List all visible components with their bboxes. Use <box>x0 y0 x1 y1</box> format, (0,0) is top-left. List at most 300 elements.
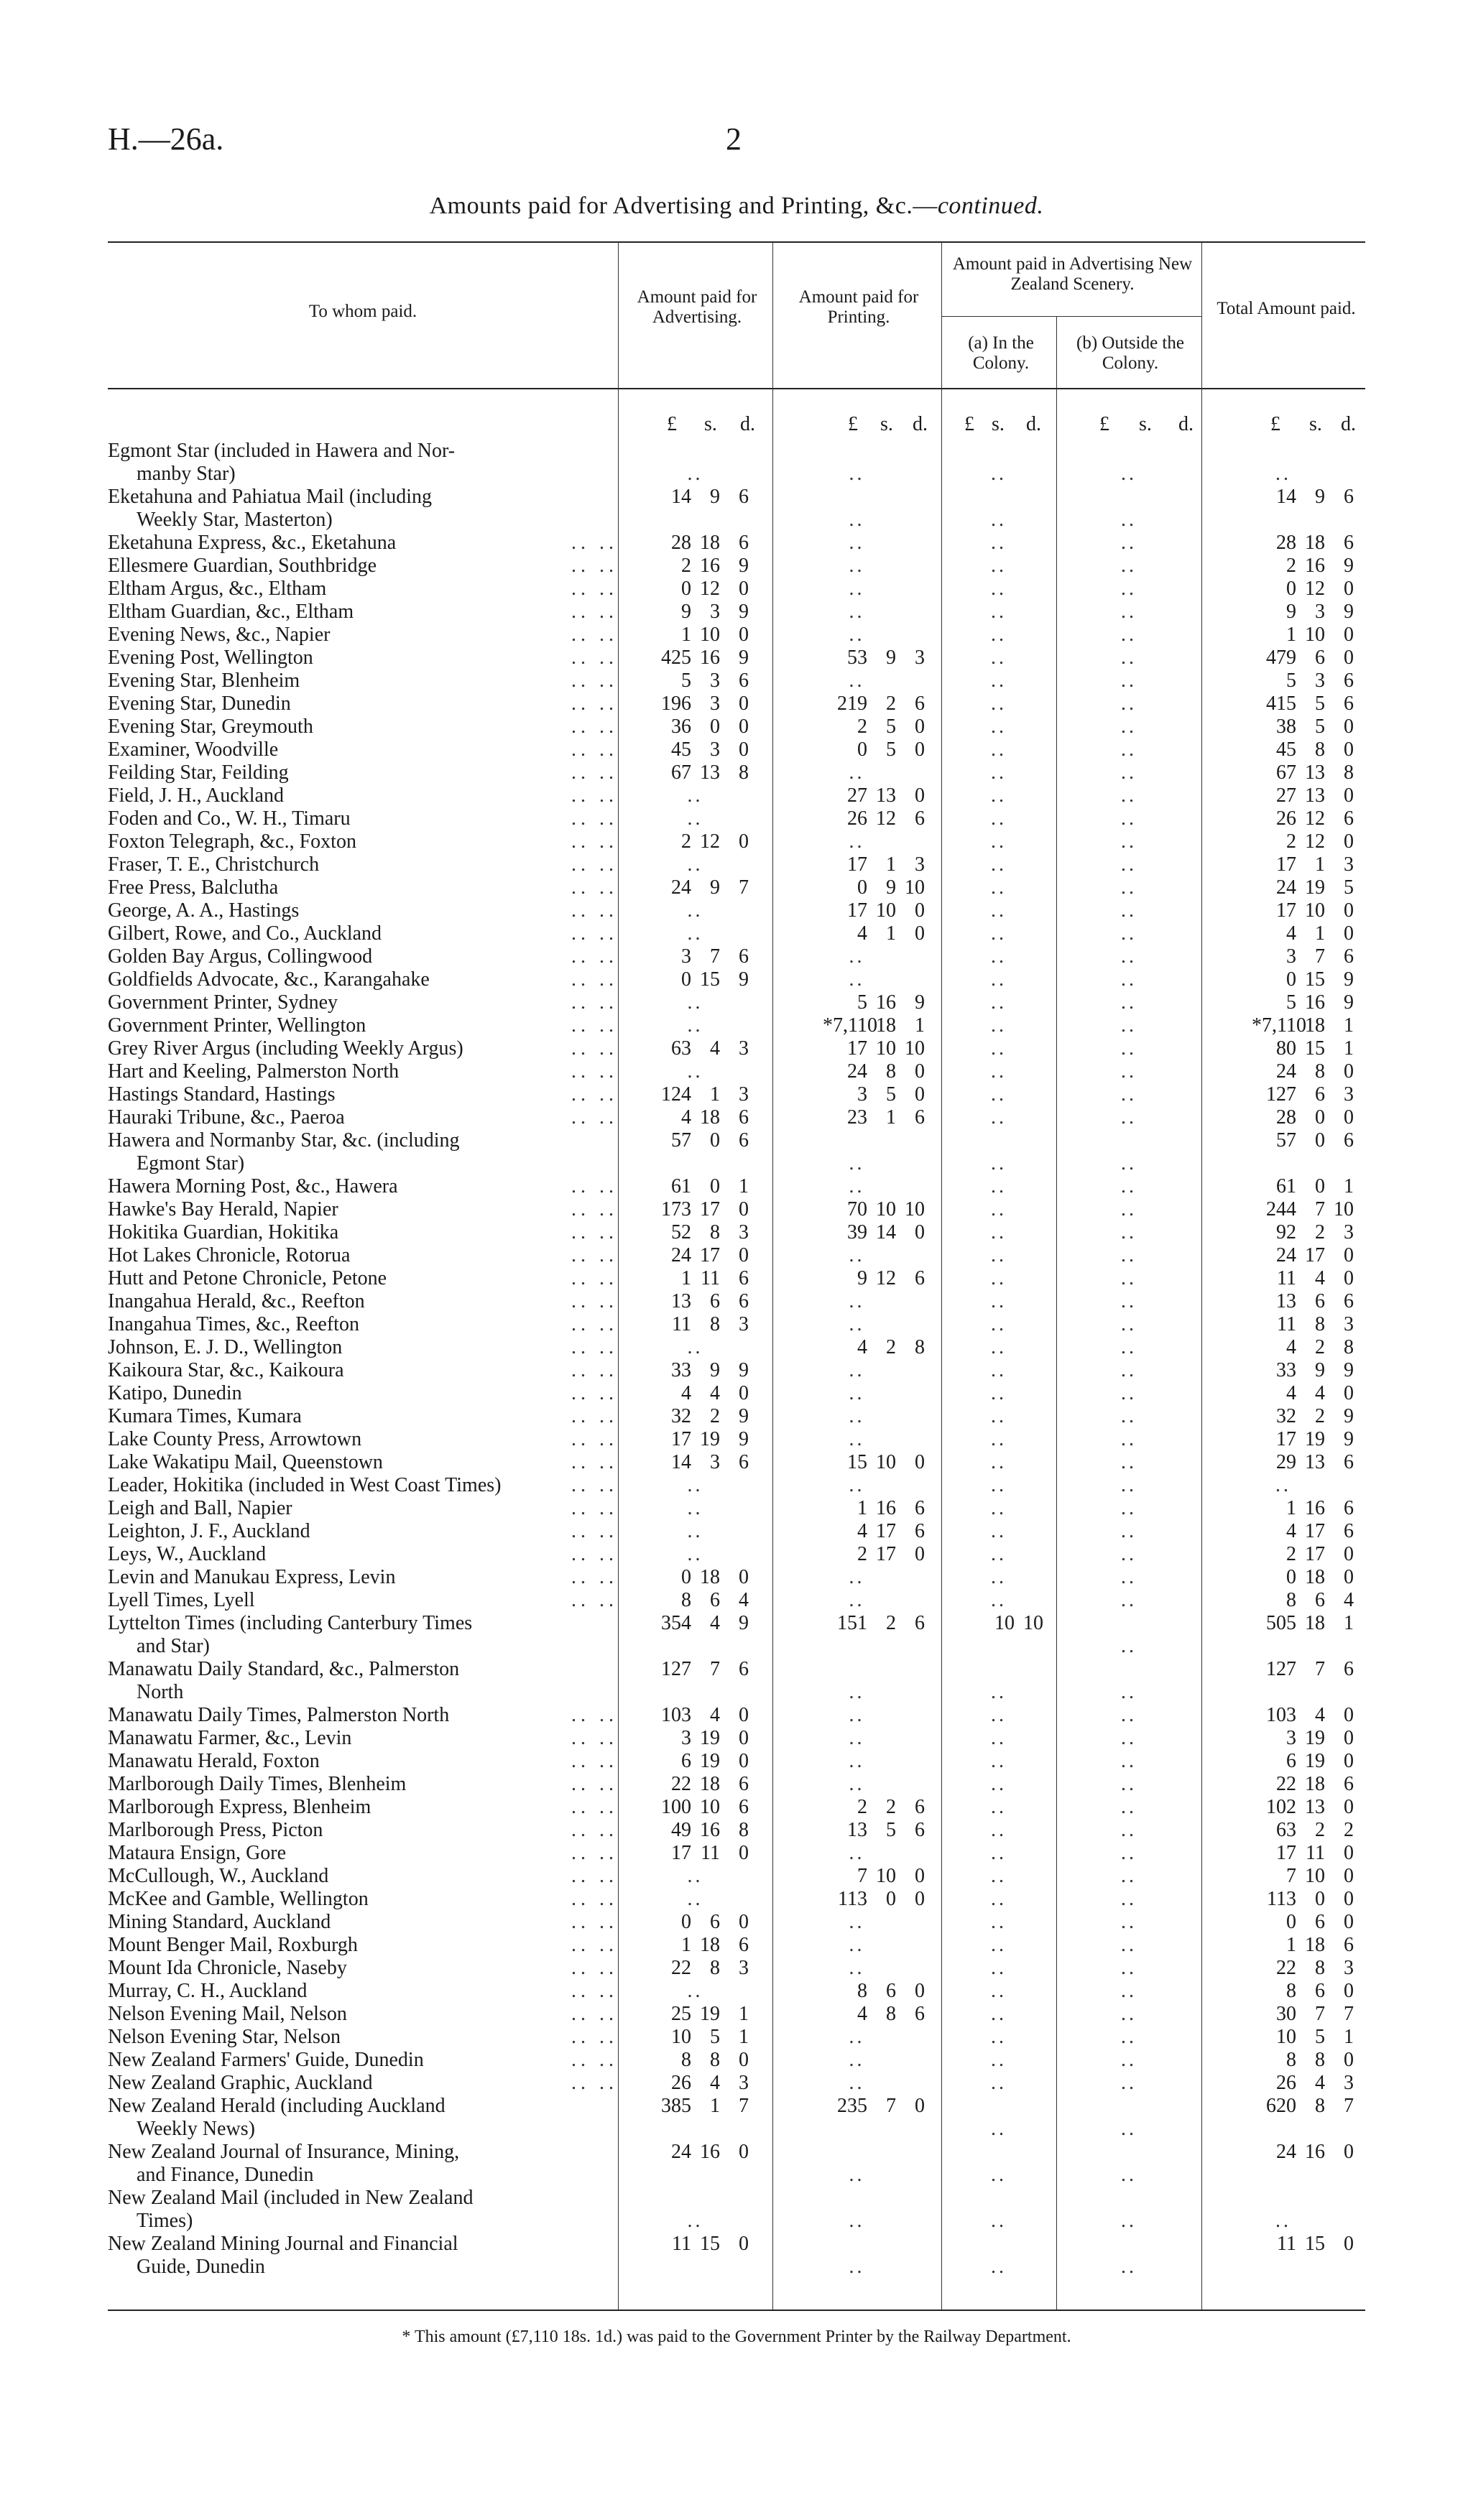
amount-adv <box>618 2233 772 2279</box>
amount-out <box>1056 1980 1201 2003</box>
payee-name <box>108 876 539 899</box>
amount-col <box>941 1566 1056 1589</box>
payee-name <box>108 440 539 486</box>
amount-col <box>941 1888 1056 1911</box>
amount-pounds: 24 <box>671 2141 691 2163</box>
empty-marker: .. <box>1121 1566 1137 1588</box>
empty-marker: .. <box>1121 578 1137 600</box>
amount-pounds: 244 <box>1266 1198 1296 1220</box>
empty-marker: .. <box>991 968 1007 991</box>
amount-pri <box>772 899 941 922</box>
empty-marker: .. <box>991 2118 1007 2140</box>
empty-marker: .. <box>1121 876 1137 899</box>
empty-marker: .. <box>991 1888 1007 1910</box>
empty-marker: .. <box>1121 784 1137 807</box>
amount-pounds: 1 <box>681 1934 691 1956</box>
amount-col <box>941 1934 1056 1957</box>
payee-name-line2: and Finance, Dunedin <box>137 2164 314 2186</box>
amount-tot <box>1201 738 1365 761</box>
amount-pounds: 3 <box>681 1727 691 1749</box>
table-row <box>108 1520 1365 1543</box>
amount-tot <box>1201 2141 1365 2187</box>
payee-name <box>108 830 539 853</box>
amount-out <box>1056 853 1201 876</box>
amount-shillings: 5 <box>1315 692 1325 715</box>
empty-marker: .. <box>849 2072 865 2094</box>
empty-marker: .. <box>991 945 1007 968</box>
amount-shillings: 7 <box>1315 945 1325 968</box>
amount-pence: 0 <box>739 624 749 646</box>
amount-out <box>1056 922 1201 945</box>
payee-name-line1: New Zealand Journal of Insurance, Mining, <box>108 2141 460 2163</box>
amount-out <box>1056 715 1201 738</box>
amount-shillings: 17 <box>1305 1244 1325 1266</box>
table-row <box>108 830 1365 853</box>
table-row <box>108 1957 1365 1980</box>
amount-tot <box>1201 715 1365 738</box>
amount-pounds: 103 <box>661 1704 691 1726</box>
amount-pri <box>772 1888 941 1911</box>
amount-adv <box>618 1083 772 1106</box>
amount-col <box>941 647 1056 670</box>
amount-pence: 0 <box>1344 715 1354 738</box>
payee-name-line1: Eketahuna and Pahiatua Mail (including <box>108 486 432 508</box>
amount-shillings: 5 <box>886 1819 896 1841</box>
amount-tot <box>1201 945 1365 968</box>
amount-shillings: 8 <box>1315 2049 1325 2071</box>
amount-pounds: 1 <box>1286 624 1296 646</box>
amount-shillings: 1 <box>710 1083 720 1106</box>
payee-name-line1: Evening News, &c., Napier <box>108 624 331 646</box>
leader-dots: .. .. <box>571 1796 618 1818</box>
amount-pounds: 67 <box>671 761 691 784</box>
amount-shillings: 0 <box>886 1888 896 1910</box>
payee-name <box>108 1658 539 1704</box>
amount-pri <box>772 601 941 624</box>
amount-out <box>1056 1865 1201 1888</box>
amount-shillings: 12 <box>1305 578 1325 600</box>
amount-pence: 0 <box>1344 1911 1354 1933</box>
amount-pounds: 1 <box>857 1497 867 1519</box>
leader-dots: .. .. <box>571 670 618 692</box>
table-row <box>108 1658 1365 1704</box>
table-row <box>108 738 1365 761</box>
amount-pri <box>772 1612 941 1658</box>
amount-pounds: 2 <box>1286 555 1296 577</box>
amount-shillings: 8 <box>710 1957 720 1979</box>
empty-marker: .. <box>1275 2210 1291 2232</box>
payee-name-line1: Nelson Evening Mail, Nelson <box>108 2003 347 2025</box>
empty-marker: .. <box>1121 2026 1137 2048</box>
amount-adv <box>618 1244 772 1267</box>
amount-shillings: 2 <box>886 1796 896 1818</box>
table-row <box>108 1727 1365 1750</box>
payee-name-line1: Leader, Hokitika (included in West Coast Times) <box>108 1474 502 1496</box>
amount-out <box>1056 1083 1201 1106</box>
amount-pence: 0 <box>739 1566 749 1588</box>
payee-name-line2: Times) <box>137 2210 193 2232</box>
amount-col <box>941 2072 1056 2095</box>
amount-out <box>1056 1589 1201 1612</box>
amount-pri <box>772 2095 941 2141</box>
table-row <box>108 1842 1365 1865</box>
amount-shillings: 2 <box>1315 1819 1325 1841</box>
amount-col <box>941 1451 1056 1474</box>
empty-marker: .. <box>1121 532 1137 554</box>
leader-dots <box>539 2095 618 2141</box>
amount-pence: 0 <box>1344 1566 1354 1588</box>
amount-shillings: 2 <box>886 692 896 715</box>
amount-pri <box>772 692 941 715</box>
amount-pence: 0 <box>1344 1543 1354 1565</box>
amount-col <box>941 1129 1056 1175</box>
empty-marker: .. <box>1121 738 1137 761</box>
amount-pence: 0 <box>1344 1106 1354 1129</box>
payee-name <box>108 853 539 876</box>
amount-pence: 6 <box>1344 670 1354 692</box>
leader-dots: .. .. <box>571 1543 618 1565</box>
empty-marker: .. <box>1121 1060 1137 1083</box>
payee-name-line1: Hawera and Normanby Star, &c. (including <box>108 1129 460 1152</box>
amount-out <box>1056 1175 1201 1198</box>
amount-pounds: 17 <box>1276 1842 1296 1864</box>
payee-name <box>108 601 539 624</box>
amount-out <box>1056 1244 1201 1267</box>
amount-pri <box>772 578 941 601</box>
amount-tot <box>1201 1727 1365 1750</box>
amount-shillings: 19 <box>1305 876 1325 899</box>
amount-tot <box>1201 1060 1365 1083</box>
amount-pounds: 0 <box>681 1911 691 1933</box>
amount-pence: 0 <box>915 2095 925 2117</box>
amount-pence: 5 <box>1344 876 1354 899</box>
amount-shillings: 12 <box>700 578 720 600</box>
amount-pounds: 10 <box>1276 2026 1296 2048</box>
empty-marker: .. <box>991 830 1007 853</box>
amount-tot <box>1201 2187 1365 2233</box>
amount-tot <box>1201 1267 1365 1290</box>
empty-marker: .. <box>1121 1290 1137 1312</box>
amount-pounds: 4 <box>681 1382 691 1404</box>
amount-pounds: 9 <box>681 601 691 623</box>
leader-dots: .. .. <box>571 2003 618 2025</box>
payee-name <box>108 2187 539 2233</box>
amount-pence: 0 <box>1344 899 1354 922</box>
amount-pounds: 4 <box>1286 1520 1296 1542</box>
empty-marker: .. <box>1121 1819 1137 1841</box>
empty-marker: .. <box>687 1520 703 1542</box>
table-row <box>108 670 1365 692</box>
table-row <box>108 1451 1365 1474</box>
amount-pounds: 4 <box>857 1520 867 1542</box>
amount-adv <box>618 761 772 784</box>
amount-shillings: 8 <box>1315 1957 1325 1979</box>
amount-pri <box>772 1704 941 1727</box>
amount-adv <box>618 2095 772 2141</box>
amount-tot <box>1201 1405 1365 1428</box>
payee-name <box>108 692 539 715</box>
amount-pri <box>772 830 941 853</box>
amount-out <box>1056 2233 1201 2279</box>
leader-dots <box>539 2187 618 2233</box>
amount-out <box>1056 1612 1201 1658</box>
amount-adv <box>618 555 772 578</box>
amount-out <box>1056 1382 1201 1405</box>
amount-out <box>1056 784 1201 807</box>
amount-tot <box>1201 899 1365 922</box>
amount-out <box>1056 2049 1201 2072</box>
page-header <box>108 121 1365 164</box>
amount-shillings: 9 <box>886 876 896 899</box>
amount-pence: 0 <box>1344 2049 1354 2071</box>
empty-marker: .. <box>991 1152 1007 1175</box>
amount-pence: 0 <box>739 578 749 600</box>
table-row <box>108 532 1365 555</box>
empty-marker: .. <box>687 1543 703 1565</box>
table-row <box>108 1911 1365 1934</box>
amount-shillings: 9 <box>710 876 720 899</box>
empty-marker: .. <box>991 1520 1007 1542</box>
empty-marker: .. <box>991 1566 1007 1588</box>
title-continued: continued. <box>937 193 1044 219</box>
amount-pence: 6 <box>1344 692 1354 715</box>
amount-pounds: 57 <box>1276 1129 1296 1152</box>
amount-pence: 0 <box>1344 1842 1354 1864</box>
payee-name-line1: Mining Standard, Auckland <box>108 1911 331 1933</box>
amount-shillings: 13 <box>1305 784 1325 807</box>
amount-pence: 3 <box>1344 1083 1354 1106</box>
payee-name-line1: Eltham Guardian, &c., Eltham <box>108 601 354 623</box>
leader-dots: .. .. <box>571 1819 618 1841</box>
payee-name-line1: New Zealand Mail (included in New Zealand <box>108 2187 474 2209</box>
amount-shillings: 0 <box>1315 1888 1325 1910</box>
empty-marker: .. <box>687 1497 703 1519</box>
leader-dots <box>539 2233 618 2279</box>
amount-adv <box>618 830 772 853</box>
amount-pri <box>772 1865 941 1888</box>
amount-tot <box>1201 1589 1365 1612</box>
amount-shillings: 0 <box>1315 1129 1325 1152</box>
payee-name-line1: Gilbert, Rowe, and Co., Auckland <box>108 922 382 945</box>
payee-name <box>108 1290 539 1313</box>
amount-tot <box>1201 647 1365 670</box>
amount-out <box>1056 1221 1201 1244</box>
amount-pence: 6 <box>1344 1520 1354 1542</box>
empty-marker: .. <box>849 1589 865 1611</box>
amount-col <box>941 1405 1056 1428</box>
amount-tot <box>1201 968 1365 991</box>
amount-pence: 0 <box>915 1543 925 1565</box>
amount-pence: 6 <box>739 1290 749 1312</box>
empty-marker: .. <box>991 1198 1007 1220</box>
empty-marker: .. <box>991 1221 1007 1243</box>
amount-adv <box>618 2026 772 2049</box>
empty-marker: .. <box>1121 1934 1137 1956</box>
payee-name <box>108 1405 539 1428</box>
amount-pounds: 25 <box>671 2003 691 2025</box>
amount-out <box>1056 1405 1201 1428</box>
payee-name-line1: Hokitika Guardian, Hokitika <box>108 1221 339 1243</box>
leader-dots: .. .. <box>571 647 618 669</box>
payee-name-line1: Levin and Manukau Express, Levin <box>108 1566 396 1588</box>
amount-shillings: 17 <box>700 1198 720 1220</box>
amount-adv <box>618 2049 772 2072</box>
leader-dots: .. .. <box>571 532 618 554</box>
amount-shillings: 7 <box>1315 1658 1325 1680</box>
amount-pounds: 219 <box>837 692 867 715</box>
empty-marker: .. <box>991 876 1007 899</box>
amount-shillings: 17 <box>700 1244 720 1266</box>
amount-pence: 10 <box>905 1037 925 1060</box>
leader-dots: .. .. <box>571 968 618 991</box>
amount-adv <box>618 1221 772 1244</box>
amount-adv <box>618 1520 772 1543</box>
amount-adv <box>618 1382 772 1405</box>
amount-pence: 0 <box>915 1865 925 1887</box>
empty-marker: .. <box>991 2164 1007 2186</box>
table-row <box>108 440 1365 486</box>
amount-pence: 3 <box>739 1957 749 1979</box>
amount-shillings: 17 <box>876 1543 896 1565</box>
amount-col <box>941 761 1056 784</box>
amount-pence: 8 <box>1344 761 1354 784</box>
amount-pence: 0 <box>915 1980 925 2002</box>
empty-marker: .. <box>991 853 1007 876</box>
table-row <box>108 578 1365 601</box>
payee-name <box>108 1796 539 1819</box>
leader-dots: .. .. <box>571 1405 618 1427</box>
amount-tot <box>1201 1497 1365 1520</box>
empty-marker: .. <box>1121 463 1137 485</box>
payee-name <box>108 1773 539 1796</box>
payee-name <box>108 1382 539 1405</box>
amount-pence: 9 <box>1344 1359 1354 1381</box>
amount-pounds: 24 <box>1276 876 1296 899</box>
payee-name-line1: Mount Benger Mail, Roxburgh <box>108 1934 358 1956</box>
amount-pounds: 0 <box>1286 1911 1296 1933</box>
amount-tot <box>1201 1658 1365 1704</box>
payee-name-line1: Feilding Star, Feilding <box>108 761 289 784</box>
amount-shillings: 2 <box>710 1405 720 1427</box>
amount-pounds: 127 <box>1266 1083 1296 1106</box>
amount-adv <box>618 1336 772 1359</box>
amount-adv <box>618 715 772 738</box>
payee-name-line1: Examiner, Woodville <box>108 738 279 761</box>
amount-pri <box>772 1106 941 1129</box>
table-row <box>108 1773 1365 1796</box>
amount-pounds: 28 <box>1276 532 1296 554</box>
amount-adv <box>618 899 772 922</box>
amount-col <box>941 2049 1056 2072</box>
amount-pence: 3 <box>739 1221 749 1243</box>
amount-pence: 0 <box>739 1704 749 1726</box>
amount-pounds: 36 <box>671 715 691 738</box>
amount-pounds: 0 <box>857 738 867 761</box>
payee-name-line1: McCullough, W., Auckland <box>108 1865 329 1887</box>
amount-pounds: 14 <box>671 486 691 508</box>
amount-col <box>941 2003 1056 2026</box>
amount-shillings: 11 <box>1306 1842 1325 1864</box>
empty-marker: .. <box>849 968 865 991</box>
amount-pounds: 32 <box>1276 1405 1296 1427</box>
amount-shillings: 6 <box>1315 1083 1325 1106</box>
empty-marker: .. <box>991 807 1007 830</box>
amount-shillings: 18 <box>700 1566 720 1588</box>
payee-name <box>108 1704 539 1727</box>
amount-pounds: 5 <box>1286 670 1296 692</box>
leader-dots: .. .. <box>571 2072 618 2094</box>
amount-pence: 0 <box>739 1911 749 1933</box>
amount-shillings: 15 <box>1305 1037 1325 1060</box>
amount-pounds: 80 <box>1276 1037 1296 1060</box>
amount-out <box>1056 761 1201 784</box>
table-row <box>108 692 1365 715</box>
amount-tot <box>1201 1037 1365 1060</box>
leader-dots: .. .. <box>571 2049 618 2071</box>
payee-name-line1: Goldfields Advocate, &c., Karangahake <box>108 968 430 991</box>
leader-dots: .. .. <box>571 853 618 876</box>
amount-pounds: 24 <box>847 1060 867 1083</box>
amount-shillings: 6 <box>1315 647 1325 669</box>
amount-pounds: 0 <box>857 876 867 899</box>
empty-marker: .. <box>1121 601 1137 623</box>
amount-col <box>941 1957 1056 1980</box>
amount-pounds: 354 <box>661 1612 691 1634</box>
empty-marker: .. <box>1121 1796 1137 1818</box>
table-row <box>108 1221 1365 1244</box>
amount-shillings: 10 <box>700 624 720 646</box>
empty-marker: .. <box>991 2026 1007 2048</box>
amount-pence: 6 <box>915 807 925 830</box>
amount-col <box>941 670 1056 692</box>
payee-name-line1: New Zealand Farmers' Guide, Dunedin <box>108 2049 424 2071</box>
empty-marker: .. <box>991 922 1007 945</box>
amount-adv <box>618 2187 772 2233</box>
payee-name-line1: Lake Wakatipu Mail, Queenstown <box>108 1451 383 1473</box>
empty-marker: .. <box>849 1428 865 1450</box>
unit-pound: £ <box>667 413 677 435</box>
amount-pri <box>772 1428 941 1451</box>
empty-marker: .. <box>1121 1750 1137 1772</box>
amount-adv <box>618 2141 772 2187</box>
leader-dots: .. .. <box>571 1060 618 1083</box>
amount-col <box>941 1336 1056 1359</box>
amount-tot <box>1201 2072 1365 2095</box>
amount-col <box>941 2141 1056 2187</box>
empty-marker: .. <box>1121 1911 1137 1933</box>
leader-dots: .. .. <box>571 1221 618 1243</box>
amount-pounds: 1 <box>681 1267 691 1289</box>
amount-pence: 0 <box>1344 1244 1354 1266</box>
amount-col <box>941 1819 1056 1842</box>
amount-shillings: 1 <box>710 2095 720 2117</box>
col-head-colony: (a) In the Colony. <box>968 333 1034 373</box>
empty-marker: .. <box>1121 1543 1137 1565</box>
amount-pri <box>772 2233 941 2279</box>
empty-marker: .. <box>849 670 865 692</box>
amount-adv <box>618 2003 772 2026</box>
amount-out <box>1056 968 1201 991</box>
amount-pence: 10 <box>1334 1198 1354 1220</box>
empty-marker: .. <box>1121 2210 1137 2232</box>
amount-pence: 7 <box>739 876 749 899</box>
amount-pounds: 5 <box>1286 991 1296 1014</box>
amount-pounds: 24 <box>1276 2141 1296 2163</box>
table-row <box>108 2233 1365 2279</box>
empty-marker: .. <box>991 991 1007 1014</box>
leader-dots: .. .. <box>571 1497 618 1519</box>
empty-marker: .. <box>849 463 865 485</box>
